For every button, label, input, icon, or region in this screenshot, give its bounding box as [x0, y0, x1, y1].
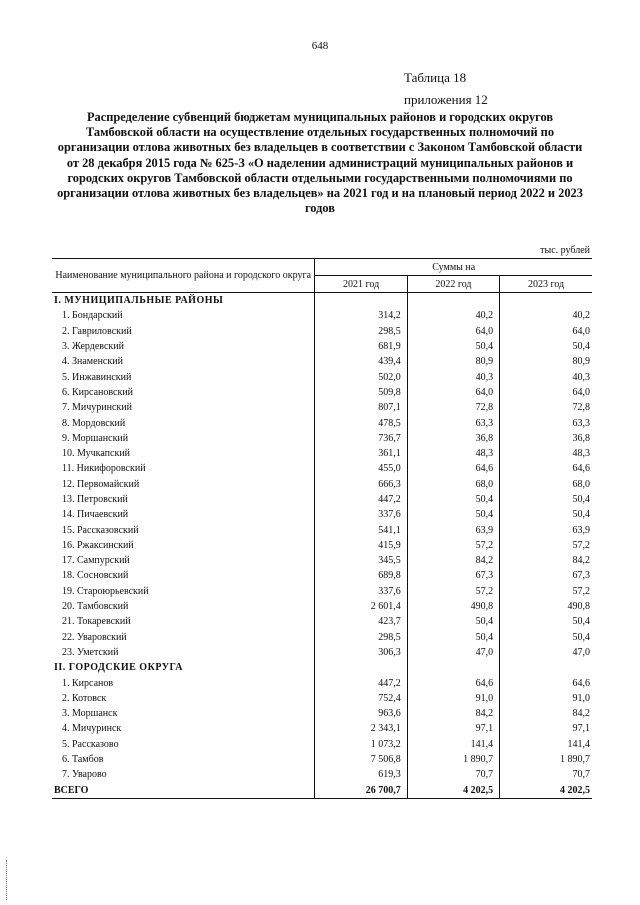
amount-2021: 1 073,2	[315, 737, 407, 752]
total-label: ВСЕГО	[52, 783, 315, 799]
table-row	[52, 461, 592, 476]
municipality-name: 3. Моршанск	[62, 708, 118, 720]
page-number: 648	[311, 40, 329, 52]
municipality-name: 12. Первомайский	[62, 478, 140, 490]
amount-2022: 64,6	[407, 461, 499, 476]
amount-2022: 40,2	[407, 308, 499, 323]
amount-2023: 68,0	[500, 477, 592, 492]
municipality-name: 10. Мучкапский	[62, 448, 131, 460]
units-label: тыс. рублей	[540, 245, 590, 256]
amount-2021: 361,1	[315, 446, 407, 461]
municipality-name: 3. Жердевский	[62, 341, 124, 353]
table-row	[52, 308, 592, 323]
amount-2023: 80,9	[500, 354, 592, 369]
municipality-name: 16. Ржаксинский	[62, 539, 134, 551]
municipality-name: 1. Кирсанов	[62, 677, 114, 689]
municipality-name: 20. Тамбовский	[62, 601, 129, 613]
amount-2023: 50,4	[500, 492, 592, 507]
amount-2023: 50,4	[500, 614, 592, 629]
amount-2021: 7 506,8	[315, 752, 407, 767]
amount-2021: 963,6	[315, 706, 407, 721]
amount-2022: 47,0	[407, 645, 499, 660]
table-row	[52, 584, 592, 599]
municipality-name: 9. Моршанский	[62, 432, 129, 444]
table-row	[52, 752, 592, 767]
empty-cell	[315, 293, 407, 309]
amount-2022: 64,0	[407, 324, 499, 339]
municipality-name: 8. Мордовский	[62, 417, 126, 429]
table-row	[52, 446, 592, 461]
municipality-name: 18. Сосновский	[62, 570, 129, 582]
amount-2023: 63,9	[500, 522, 592, 537]
subsidy-table-container	[52, 258, 592, 799]
amount-2022: 50,4	[407, 492, 499, 507]
amount-2022: 68,0	[407, 477, 499, 492]
table-row	[52, 538, 592, 553]
municipality-name: 7. Мичуринский	[62, 402, 132, 414]
amount-2021: 2 343,1	[315, 721, 407, 736]
table-row	[52, 369, 592, 384]
sums-header: Суммы на	[315, 259, 592, 276]
amount-2023: 84,2	[500, 706, 592, 721]
empty-cell	[407, 660, 499, 675]
amount-2022: 490,8	[407, 599, 499, 614]
municipality-name: 11. Никифоровский	[62, 463, 146, 475]
amount-2022: 72,8	[407, 400, 499, 415]
amount-2022: 1 890,7	[407, 752, 499, 767]
municipality-name: 23. Уметский	[62, 646, 119, 658]
municipality-name: 6. Кирсановский	[62, 386, 134, 398]
amount-2023: 64,0	[500, 324, 592, 339]
amount-2023: 97,1	[500, 721, 592, 736]
amount-2022: 141,4	[407, 737, 499, 752]
amount-2023: 70,7	[500, 767, 592, 782]
municipality-name: 2. Гавриловский	[62, 325, 132, 337]
municipality-name: 6. Тамбов	[62, 754, 104, 766]
amount-2023: 50,4	[500, 630, 592, 645]
municipality-name: 14. Пичаевский	[62, 509, 129, 521]
municipality-name: 7. Уварово	[62, 769, 107, 781]
amount-2023: 67,3	[500, 568, 592, 583]
amount-2023: 48,3	[500, 446, 592, 461]
table-row	[52, 339, 592, 354]
amount-2023: 64,6	[500, 461, 592, 476]
scan-margin-marks	[6, 860, 9, 900]
amount-2023: 84,2	[500, 553, 592, 568]
subsidy-table	[52, 258, 592, 799]
table-row	[52, 522, 592, 537]
section-title: II. ГОРОДСКИЕ ОКРУГА	[54, 662, 184, 674]
table-row	[52, 400, 592, 415]
amount-2023: 57,2	[500, 584, 592, 599]
amount-2021: 439,4	[315, 354, 407, 369]
amount-2021: 337,6	[315, 584, 407, 599]
table-row	[52, 691, 592, 706]
table-row	[52, 492, 592, 507]
amount-2022: 40,3	[407, 369, 499, 384]
table-row	[52, 721, 592, 736]
amount-2022: 63,9	[407, 522, 499, 537]
municipality-name: 1. Бондарский	[62, 310, 123, 322]
amount-2021: 447,2	[315, 675, 407, 690]
amount-2021: 689,8	[315, 568, 407, 583]
amount-2021: 478,5	[315, 415, 407, 430]
amount-2022: 50,4	[407, 614, 499, 629]
table-body	[52, 293, 592, 799]
amount-2023: 50,4	[500, 507, 592, 522]
table-row	[52, 568, 592, 583]
municipality-name: 5. Рассказово	[62, 738, 119, 750]
amount-2021: 455,0	[315, 461, 407, 476]
table-row	[52, 675, 592, 690]
table-row	[52, 553, 592, 568]
amount-2022: 64,6	[407, 675, 499, 690]
amount-2022: 57,2	[407, 584, 499, 599]
amount-2023: 47,0	[500, 645, 592, 660]
municipality-name: 5. Инжавинский	[62, 371, 132, 383]
amount-2023: 57,2	[500, 538, 592, 553]
amount-2021: 298,5	[315, 324, 407, 339]
amount-2023: 1 890,7	[500, 752, 592, 767]
amount-2023: 141,4	[500, 737, 592, 752]
municipality-name: 21. Токаревский	[62, 616, 131, 628]
document-title: Распределение субвенций бюджетам муниципальных районов и городских округов Тамбовской области на осуществление отдельных государственных полномочий по организации отлова животных без владельцев в соответствии с Законом Тамбовской области от 28 декабря 2015 года № 625-З «О наделении администраций муниципальных районов и городских округов Тамбовской области отдельными государственными полномочиями по организации отлова животных без владельцев» на 2021 год и на плановый период 2022 и 2023 годов	[57, 110, 583, 216]
amount-2021: 298,5	[315, 630, 407, 645]
amount-2022: 84,2	[407, 706, 499, 721]
appendix-reference: приложения 12	[404, 92, 488, 107]
municipality-name: 2. Котовск	[62, 692, 107, 704]
amount-2022: 50,4	[407, 630, 499, 645]
amount-2021: 736,7	[315, 431, 407, 446]
year-header-2022: 2022 год	[407, 276, 499, 293]
total-amount: 4 202,5	[500, 783, 592, 799]
amount-2021: 2 601,4	[315, 599, 407, 614]
amount-2021: 337,6	[315, 507, 407, 522]
table-row	[52, 415, 592, 430]
total-row	[52, 783, 592, 799]
table-row	[52, 645, 592, 660]
amount-2023: 72,8	[500, 400, 592, 415]
amount-2022: 84,2	[407, 553, 499, 568]
amount-2023: 91,0	[500, 691, 592, 706]
amount-2021: 681,9	[315, 339, 407, 354]
amount-2023: 63,3	[500, 415, 592, 430]
municipality-name: 22. Уваровский	[62, 631, 127, 643]
amount-2022: 57,2	[407, 538, 499, 553]
municipality-name: 13. Петровский	[62, 494, 128, 505]
amount-2022: 63,3	[407, 415, 499, 430]
empty-cell	[315, 660, 407, 675]
amount-2023: 36,8	[500, 431, 592, 446]
year-header-2023: 2023 год	[500, 276, 592, 293]
table-row	[52, 737, 592, 752]
total-amount: 26 700,7	[315, 783, 407, 799]
section-title: I. МУНИЦИПАЛЬНЫЕ РАЙОНЫ	[54, 295, 224, 307]
amount-2021: 447,2	[315, 492, 407, 507]
municipality-name: 4. Знаменский	[62, 356, 123, 368]
municipality-name: 17. Сампурский	[62, 555, 130, 567]
amount-2023: 50,4	[500, 339, 592, 354]
table-row	[52, 354, 592, 369]
amount-2022: 50,4	[407, 507, 499, 522]
municipality-name: 15. Рассказовский	[62, 524, 139, 536]
amount-2022: 80,9	[407, 354, 499, 369]
amount-2021: 415,9	[315, 538, 407, 553]
amount-2023: 64,6	[500, 675, 592, 690]
name-column-header: Наименование муниципального района и городского округа	[52, 259, 315, 293]
table-row	[52, 614, 592, 629]
amount-2023: 490,8	[500, 599, 592, 614]
municipality-name: 19. Староюрьевский	[62, 585, 149, 597]
amount-2022: 36,8	[407, 431, 499, 446]
amount-2021: 423,7	[315, 614, 407, 629]
empty-cell	[500, 660, 592, 675]
table-row	[52, 599, 592, 614]
amount-2021: 345,5	[315, 553, 407, 568]
table-row	[52, 477, 592, 492]
amount-2022: 97,1	[407, 721, 499, 736]
table-row	[52, 385, 592, 400]
section-header-row	[52, 660, 592, 675]
municipality-name: 4. Мичуринск	[62, 723, 122, 735]
table-row	[52, 507, 592, 522]
section-header-row	[52, 293, 592, 309]
amount-2021: 509,8	[315, 385, 407, 400]
amount-2022: 67,3	[407, 568, 499, 583]
amount-2022: 50,4	[407, 339, 499, 354]
amount-2021: 314,2	[315, 308, 407, 323]
table-row	[52, 630, 592, 645]
amount-2023: 40,2	[500, 308, 592, 323]
table-row	[52, 767, 592, 782]
amount-2022: 64,0	[407, 385, 499, 400]
empty-cell	[407, 293, 499, 309]
amount-2021: 306,3	[315, 645, 407, 660]
amount-2021: 752,4	[315, 691, 407, 706]
amount-2023: 40,3	[500, 369, 592, 384]
amount-2021: 502,0	[315, 369, 407, 384]
table-number: Таблица 18	[404, 70, 467, 85]
table-row	[52, 324, 592, 339]
amount-2021: 807,1	[315, 400, 407, 415]
amount-2023: 64,0	[500, 385, 592, 400]
table-row	[52, 431, 592, 446]
year-header-2021: 2021 год	[315, 276, 407, 293]
amount-2022: 70,7	[407, 767, 499, 782]
amount-2021: 541,1	[315, 522, 407, 537]
amount-2021: 619,3	[315, 767, 407, 782]
total-amount: 4 202,5	[407, 783, 499, 799]
amount-2022: 48,3	[407, 446, 499, 461]
empty-cell	[500, 293, 592, 309]
table-row	[52, 706, 592, 721]
amount-2022: 91,0	[407, 691, 499, 706]
amount-2021: 666,3	[315, 477, 407, 492]
